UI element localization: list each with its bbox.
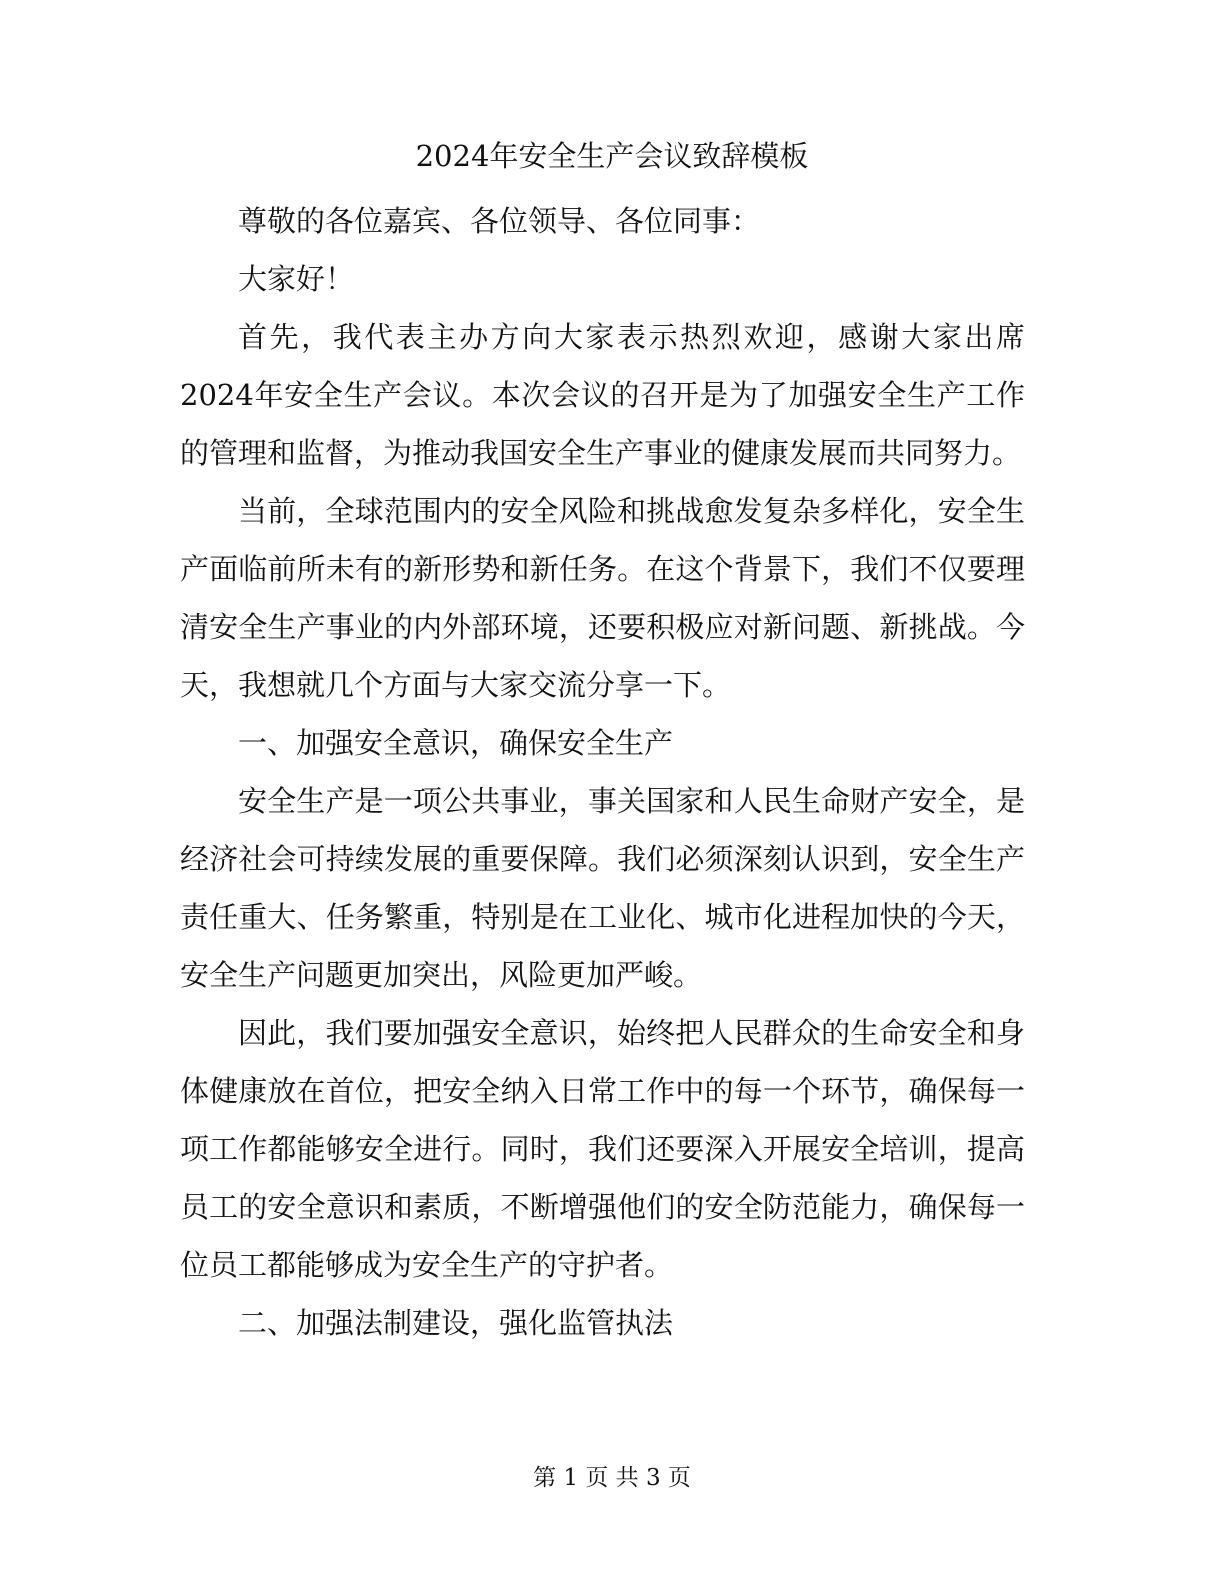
intro-paragraph-2: 当前，全球范围内的安全风险和挑战愈发复杂多样化，安全生产面临前所未有的新形势和新任务。在这个背景下，我们不仅要理清安全生产事业的内外部环境，还要积极应对新问题、新挑战。今天，我想就几个方面与大家交流分享一下。: [180, 494, 1025, 702]
page-number-footer: 第 1 页 共 3 页: [533, 1465, 691, 1491]
document-body: [180, 192, 1025, 1352]
section-1-paragraph-1: 安全生产是一项公共事业，事关国家和人民生命财产安全，是经济社会可持续发展的重要保障。我们必须深刻认识到，安全生产责任重大、任务繁重，特别是在工业化、城市化进程加快的今天，安全生产问题更加突出，风险更加严峻。: [180, 784, 1025, 992]
salutation: 尊敬的各位嘉宾、各位领导、各位同事：: [238, 204, 761, 238]
section-1-paragraph-2: 因此，我们要加强安全意识，始终把人民群众的生命安全和身体健康放在首位，把安全纳入日常工作中的每一个环节，确保每一项工作都能够安全进行。同时，我们还要深入开展安全培训，提高员工的安全意识和素质，不断增强他们的安全防范能力，确保每一位员工都能够成为安全生产的守护者。: [180, 1016, 1025, 1282]
document-title: 2024年安全生产会议致辞模板: [415, 139, 809, 173]
section-1-heading: 一、加强安全意识，确保安全生产: [238, 726, 674, 760]
greeting: 大家好！: [238, 262, 355, 296]
intro-paragraph-1: 首先，我代表主办方向大家表示热烈欢迎，感谢大家出席2024年安全生产会议。本次会议的召开是为了加强安全生产工作的管理和监督，为推动我国安全生产事业的健康发展而共同努力。: [180, 320, 1025, 470]
section-2-heading: 二、加强法制建设，强化监管执法: [238, 1306, 674, 1340]
